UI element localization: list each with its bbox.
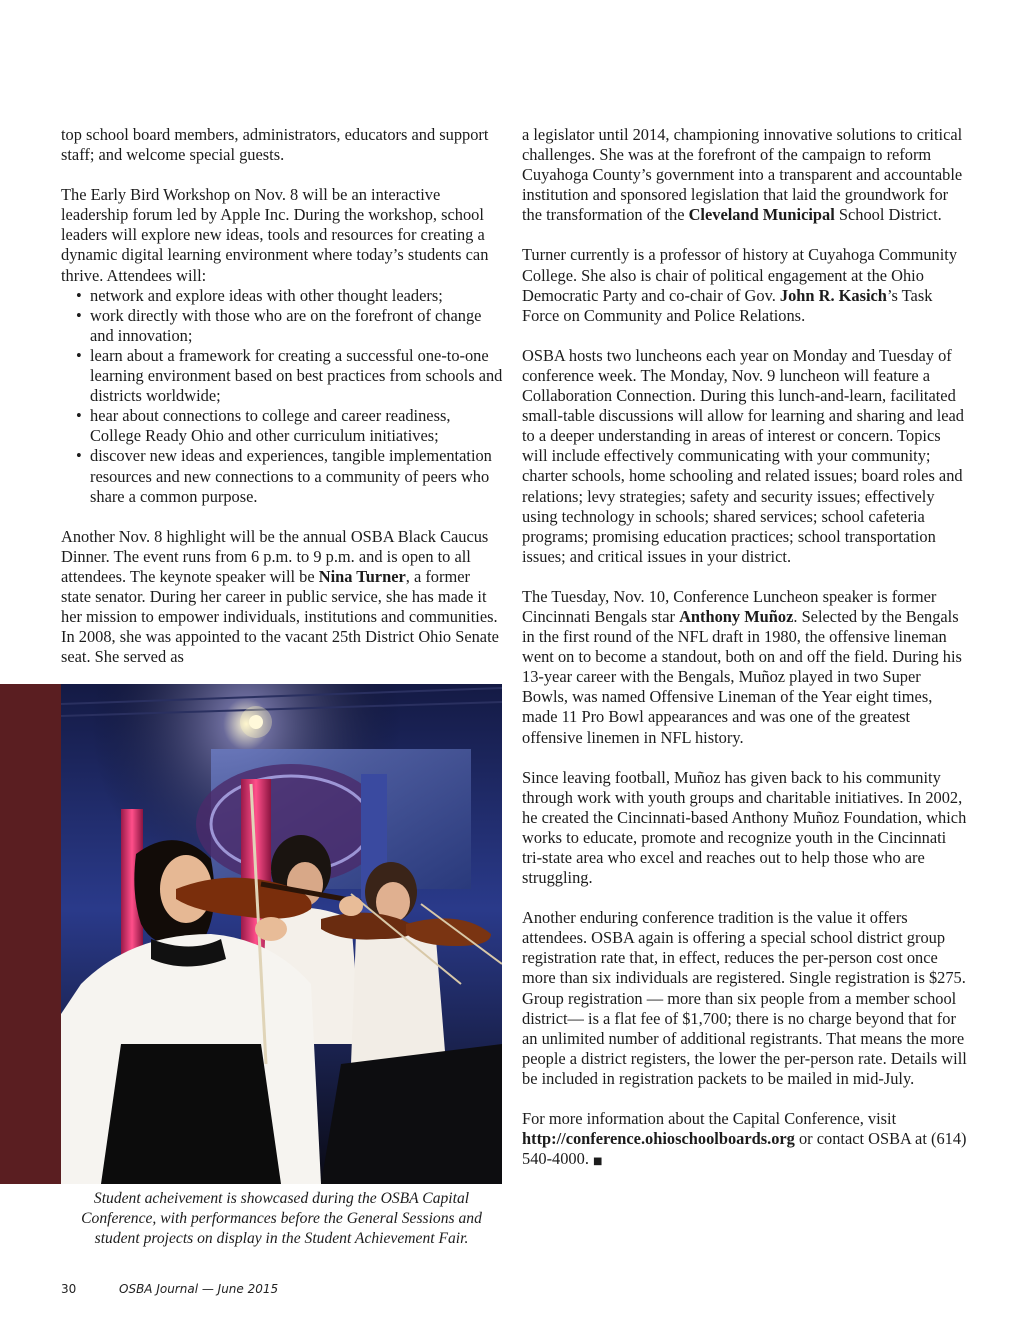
paragraph: top school board members, administrators, educators and support staff; and welcome special guests. bbox=[61, 125, 489, 165]
orchestra-photo bbox=[61, 684, 502, 1184]
accent-bar bbox=[0, 684, 61, 1184]
list-item: • learn about a framework for creating a successful one-to-one learning environment based on best practices from schools and districts worldwide; bbox=[90, 346, 503, 406]
paragraph bbox=[522, 1109, 967, 1172]
paragraph bbox=[61, 527, 503, 668]
paragraph: Since leaving football, Muñoz has given back to his community through work with youth groups and charitable initiatives. In 2002, he created the Cincinnati-based Anthony Muñoz Foundation, which works to educate, promote and recognize youth in the Cincinnati tri-state area who excel and reaches out to help those who are struggling. bbox=[522, 767, 967, 888]
text-run: The Tuesday, Nov. 10, Conference Luncheon speaker is former Cincinnati Bengals star bbox=[522, 586, 937, 626]
text-run: . Selected by the Bengals in the first round of the NFL draft in 1980, the offensive lineman went on to become a standout, both on and off the field. During his 13-year career with the Bengals, Muñoz played in two Super Bowls, was named Offensive Lineman of the Year eight times, made 11 Pro Bowl appearances and was one of the greatest offensive linemen in NFL history. bbox=[522, 606, 962, 747]
page-footer bbox=[61, 1282, 278, 1296]
list-item: • discover new ideas and experiences, tangible implementation resources and new connections to a community of peers who share a common purpose. bbox=[90, 446, 503, 506]
text-run: or contact OSBA at (614) 540-4000. bbox=[522, 1129, 967, 1169]
list-item: • network and explore ideas with other thought leaders; bbox=[90, 286, 503, 306]
right-column bbox=[522, 125, 967, 1192]
bullet-list bbox=[61, 286, 503, 507]
text-run: a legislator until 2014, championing innovative solutions to critical challenges. She was at the forefront of the campaign to reform Cuyahoga County’s government into a transparent and accountable institution and sponsored legislation that laid the groundwork for the transformation of the bbox=[522, 125, 963, 225]
text-run: School District. bbox=[834, 205, 942, 225]
text-run: For more information about the Capital Conference, visit bbox=[522, 1109, 897, 1129]
text-run: ’s Task Force on Community and Police Relations. bbox=[522, 285, 933, 325]
speaker-name: Nina Turner bbox=[318, 566, 406, 586]
paragraph bbox=[522, 125, 967, 225]
text-run: , a former state senator. During her career in public service, she has made it her mission to empower individuals, institutions and communities. In 2008, she was appointed to the vacant 25th District Ohio Senate seat. She served as bbox=[61, 566, 499, 667]
paragraph: Another enduring conference tradition is the value it offers attendees. OSBA again is offering a special school district group registration rate that, in effect, reduces the per-person cost once more than six individuals are registered. Single registration is $275. Group registration — more than six people from a member school district— is a flat fee of $1,700; there is no charge beyond that for an unlimited number of additional registrants. That means the more people a district registers, the lower the per-person rate. Details will be included in registration packets to be mailed in mid-July. bbox=[522, 908, 967, 1088]
list-item: • hear about connections to college and career readiness, College Ready Ohio and other curriculum initiatives; bbox=[90, 406, 503, 446]
paragraph: The Early Bird Workshop on Nov. 8 will be an interactive leadership forum led by Apple Inc. During the workshop, school leaders will explore new ideas, tools and resources for creating a dynamic digital learning environment where today’s students can thrive. Attendees will: bbox=[61, 185, 489, 285]
end-mark-icon: ■ bbox=[593, 1156, 603, 1168]
bold-text: Cleveland Municipal bbox=[688, 205, 835, 225]
paragraph bbox=[522, 587, 967, 748]
text-run: Turner currently is a professor of history at Cuyahoga Community College. She also is chair of political engagement at the Ohio Democratic Party and co-chair of Gov. bbox=[522, 245, 958, 305]
paragraph bbox=[522, 245, 967, 325]
left-column bbox=[61, 125, 503, 687]
list-item: • work directly with those who are on the forefront of change and innovation; bbox=[90, 306, 503, 346]
paragraph: OSBA hosts two luncheons each year on Monday and Tuesday of conference week. The Monday, Nov. 9 luncheon will feature a Collaboration Connection. During this lunch-and-learn, facilitated small-table discussions will allow for learning and sharing and lead to a deeper understanding in areas of interest or concern. Topics will include effectively communicating with your community; charter schools, home schooling and related issues; board roles and relations; levy strategies; safety and security issues; effectively using technology in schools; shared services; school cafeteria programs; promising education practices; school transportation issues; and critical issues in your district. bbox=[522, 345, 964, 566]
page-number: 30 bbox=[61, 1282, 77, 1296]
bold-text: Anthony Muñoz bbox=[679, 606, 794, 626]
photo-caption: Student acheivement is showcased during the OSBA Capital Conference, with performances before the General Sessions and student projects on display in the Student Achievement Fair. bbox=[81, 1190, 482, 1247]
journal-title: OSBA Journal — June 2015 bbox=[119, 1282, 279, 1296]
text-run: Another Nov. 8 highlight will be the annual OSBA Black Caucus Dinner. The event runs from 6 p.m. to 9 p.m. and is open to all attendees. The keynote speaker will be bbox=[61, 526, 489, 586]
bold-text: John R. Kasich bbox=[779, 285, 887, 305]
conference-link[interactable]: http://conference.ohioschoolboards.org bbox=[522, 1129, 795, 1149]
